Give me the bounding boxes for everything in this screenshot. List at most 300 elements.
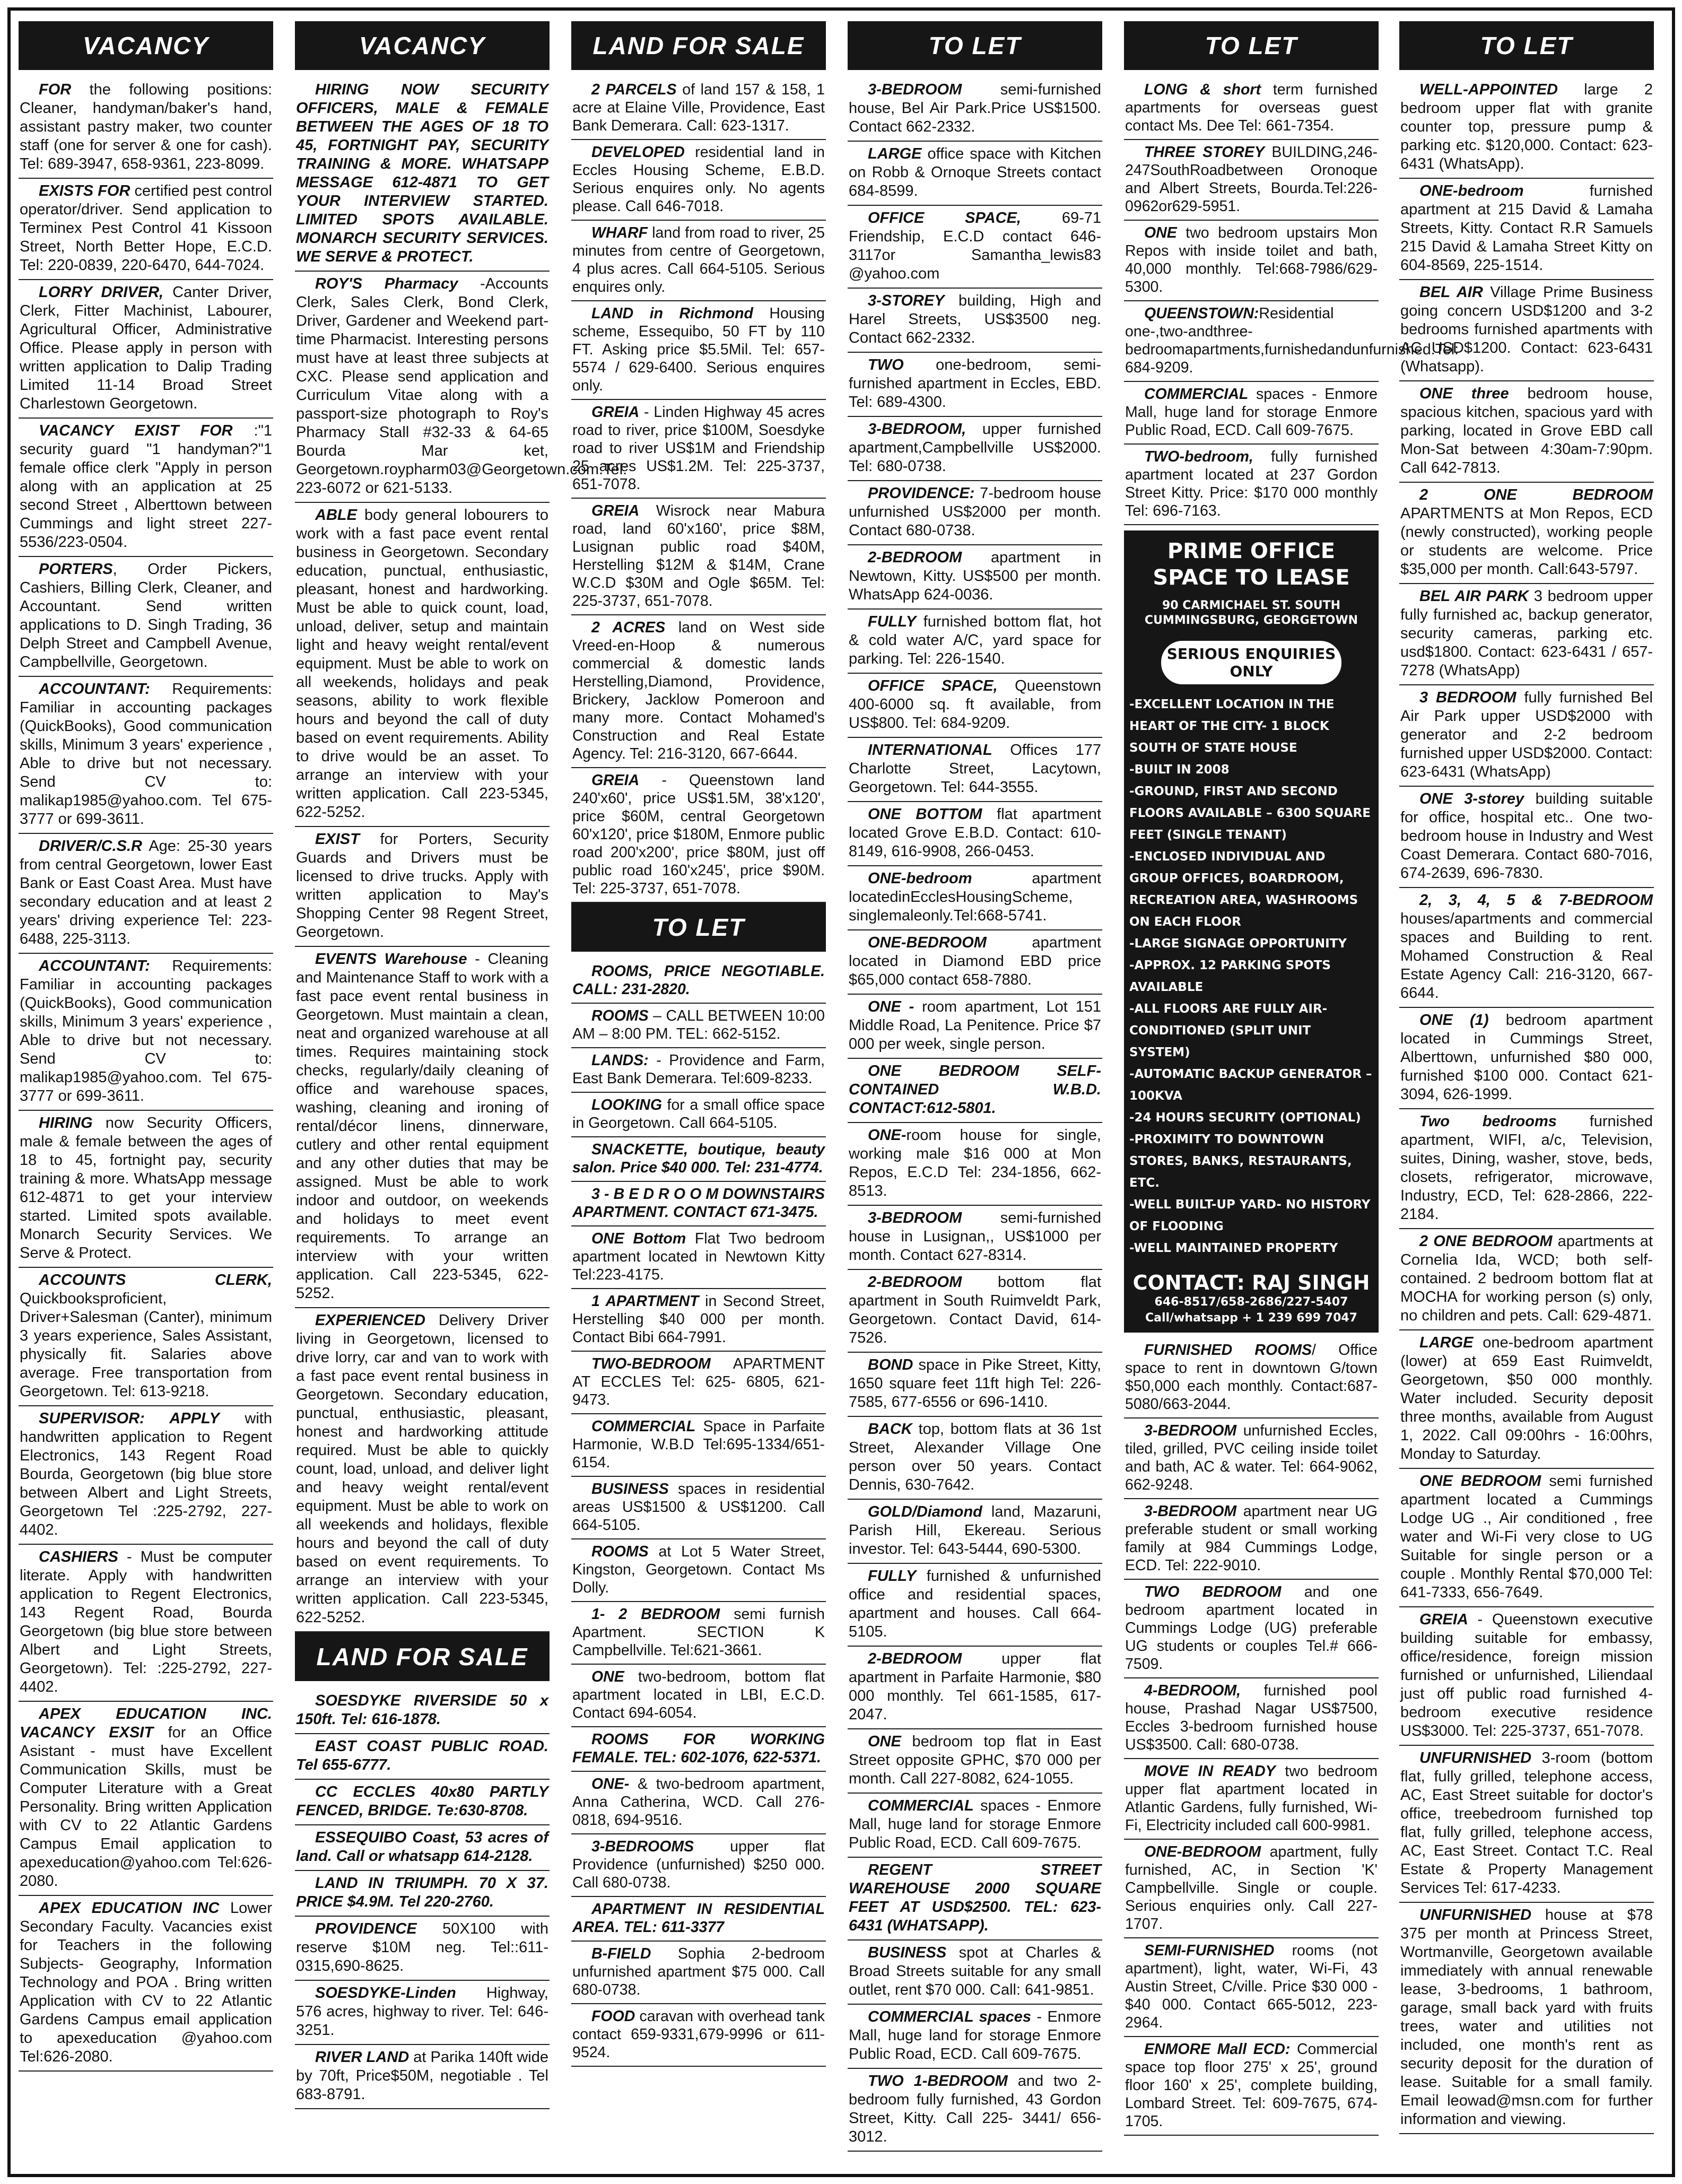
ad-lead-text: TWO-bedroom, xyxy=(1144,448,1253,465)
ad-lead-text: 3 BEDROOM xyxy=(1419,689,1517,706)
ad-lead-text: WHARF xyxy=(591,224,648,241)
ad-lead-text: PROVIDENCE: xyxy=(868,485,975,502)
ad-lead-text: 2 ACRES xyxy=(591,619,666,636)
ad-body-text: Requirements: Familiar in accounting packages (QuickBooks), Good communication skills, Minimum 3 years' experience , Able to drive but not necessary. Send CV to: malikap1985@yahoo.com. Tel 675-3777 or 699-3611. xyxy=(20,958,272,1104)
classified-ad xyxy=(19,179,273,280)
ad-body-text: Residential one-,two-andthree-bedroomapartments,furnishedandunfurnished.Tel: 684-9209. xyxy=(1125,305,1459,376)
ad-body-text: one-bedroom apartment (lower) at 659 East Ruimveldt, Georgetown, $50 000 monthly. Water included. Security deposit three months, available from August 1, 2022. Call 09:00hrs - 16:00hrs, Monday to Saturday. xyxy=(1400,1334,1653,1463)
classified-ad xyxy=(571,1048,826,1093)
ad-lead-text: ONE BEDROOM SELF-CONTAINED W.B.D. CONTACT:612-5801. xyxy=(849,1063,1101,1117)
ad-lead-text: 2, 3, 4, 5 & 7-BEDROOM xyxy=(1419,892,1653,909)
ad-lead-text: WELL-APPOINTED xyxy=(1419,81,1558,98)
ad-lead-text: LANDS: xyxy=(591,1052,649,1069)
ad-lead-text: 3 - B E D R O O M DOWNSTAIRS APARTMENT. CONTACT 671-3475. xyxy=(572,1186,825,1221)
ad-lead-text: OFFICE SPACE, xyxy=(868,677,998,694)
classified-ad xyxy=(571,1602,826,1665)
classified-ad xyxy=(571,768,826,903)
ad-body-text: houses/apartments and commercial spaces and Building to rent. Mohamed Construction & Real Estate Agency Call: 216-3120, 667-6644. xyxy=(1400,910,1653,1002)
classified-ad xyxy=(571,1414,826,1477)
ad-lead-text: LONG & short xyxy=(1144,81,1261,98)
ad-lead-text: EVENTS Warehouse xyxy=(315,951,467,968)
ad-body-text: land on West side Vreed-en-Hoop & numerous commercial & domestic lands Herstelling,Diamond, Providence, Brickery, Jacklow Pomeroon and many more. Contact Mohamed's Construction and Real Estate Agency. Tel: 216-3120, 667-6644. xyxy=(572,619,825,762)
classified-ad xyxy=(295,1780,550,1825)
ad-body-text: and two 2-bedroom fully furnished, 43 Gordon Street, Kitty. Call 225- 3441/ 656-3012. xyxy=(849,2073,1101,2145)
ad-lead-text: ROOMS xyxy=(591,1543,649,1560)
ad-body-text: land, Mazaruni, Parish Hill, Ekereau. Serious investor. Tel: 643-5444, 690-5300. xyxy=(849,1503,1101,1557)
ad-body-text: and one bedroom apartment located in Cummings Lodge (UG) preferable UG students or couples Tel.# 666-7509. xyxy=(1125,1583,1378,1673)
ad-lead-text: SOESDYKE-Linden xyxy=(315,1985,456,2002)
classified-ad xyxy=(571,1665,826,1727)
ad-lead-text: COMMERCIAL xyxy=(868,1797,974,1814)
classified-ad xyxy=(571,1093,826,1137)
classified-ad xyxy=(848,77,1102,142)
classified-ad xyxy=(571,959,826,1004)
ad-lead-text: ONE BEDROOM xyxy=(1419,1473,1541,1490)
column-4 xyxy=(848,21,1102,2152)
classified-ad xyxy=(1399,584,1654,685)
ad-body-text: Flat Two bedroom apartment located in Newtown Kitty Tel:223-4175. xyxy=(572,1230,825,1283)
ad-lead-text: APEX EDUCATION INC xyxy=(39,1900,220,1917)
ad-lead-text: ROOMS, PRICE NEGOTIABLE. CALL: 231-2820. xyxy=(572,963,825,998)
ad-lead-text: LAND IN TRIUMPH. 70 X 37. PRICE $4.9M. Tel 220-2760. xyxy=(296,1875,548,1910)
classified-ad xyxy=(571,2004,826,2067)
ad-lead-text: ONE Bottom xyxy=(591,1230,686,1247)
ad-body-text: 50X100 with reserve $10M neg. Tel::611-0315,690-8625. xyxy=(296,1920,548,1974)
ad-lead-text: REGENT STREET WAREHOUSE 2000 SQUARE FEET AT USD$2500. TEL: 623-6431 (WHATSAPP). xyxy=(849,1861,1101,1934)
classified-ad xyxy=(571,1477,826,1539)
ad-lead-text: EXIST xyxy=(315,831,360,848)
ad-body-text: furnished pool house, Prashad Nagar US$7500, Eccles 3-bedroom furnished house US$3500. Call: 680-0738. xyxy=(1125,1682,1378,1753)
classified-ad xyxy=(1124,1678,1379,1759)
classifieds-page xyxy=(7,7,1675,2177)
classified-ad xyxy=(848,866,1102,930)
promo-feature: -ALL FLOORS ARE FULLY AIR-CONDITIONED (SPLIT UNIT SYSTEM) xyxy=(1129,1002,1328,1059)
classified-ad xyxy=(848,1729,1102,1794)
classified-ad xyxy=(848,545,1102,610)
ad-lead-text: ONE BOTTOM xyxy=(868,806,982,823)
ad-lead-text: 3-BEDROOM, xyxy=(868,421,966,438)
classified-ad xyxy=(571,1727,826,1772)
ad-body-text: Age: 25-30 years from central Georgetown, lower East Bank or East Coast Area. Must have secondary education and at least 2 years' driving experience Tel: 223-6488, 225-3113. xyxy=(20,838,272,947)
ad-body-text: - Queenstown executive building suitable for embassy, office/residence, foreign mission furnished or unfurnished, Liliendaal just off public road furnished 4-bedroom executive residence US$3000. Tel: 225-3737, 651-7078. xyxy=(1400,1611,1653,1739)
classified-ad xyxy=(571,1942,826,2004)
ad-body-text: / Office space to rent in downtown G/town $50,000 each monthly. Contact:687-5080/663-2044. xyxy=(1125,1342,1378,1413)
ad-body-text: furnished bottom flat, hot & cold water A/C, yard space for parking. Tel: 226-1540. xyxy=(849,613,1101,667)
ad-lead-text: MOVE IN READY xyxy=(1144,1763,1276,1780)
ad-body-text: Offices 177 Charlotte Street, Lacytown, Georgetown. Tel: 644-3555. xyxy=(849,742,1101,796)
ad-lead-text: UNFURNISHED xyxy=(1419,1750,1532,1767)
ad-body-text: - Queenstown land 240'x60', price US$1.5M, 38'x120', price $60M, central Georgetown 60'x120', price $180M, Enmore public road 200'x200', price $80M, just off public road 160'x245', price $90M. Tel: 225-3737, 651-7078. xyxy=(572,772,825,897)
office-lease-advert xyxy=(1124,530,1379,1333)
ad-lead-text: ACCOUNTANT: xyxy=(39,958,150,974)
classified-ad xyxy=(1124,382,1379,445)
ad-body-text: room house for single, working male $16 000 at Mon Repos, E.C.D Tel: 234-1856, 662-8513. xyxy=(849,1127,1101,1199)
ad-lead-text: 2 ONE BEDROOM xyxy=(1419,1233,1553,1250)
classified-ad xyxy=(1124,301,1459,382)
ad-lead-text: BEL AIR xyxy=(1419,284,1483,301)
ad-lead-text: APARTMENT IN RESIDENTIAL AREA. TEL: 611-3377 xyxy=(572,1901,825,1936)
classified-ad xyxy=(571,1772,826,1834)
ad-body-text: at Parika 140ft wide by 70ft, Price$50M, negotiable . Tel 683-8791. xyxy=(296,2049,548,2103)
ad-lead-text: BUSINESS xyxy=(591,1481,669,1498)
classified-ad xyxy=(295,1734,550,1780)
ad-body-text: - Enmore Mall, huge land for storage Enmore Public Road, ECD. Call 609-7675. xyxy=(849,2008,1101,2063)
ad-body-text: fully furnished apartment located at 237 Gordon Street Kitty. Price: $170 000 monthly Tel: 696-7163. xyxy=(1125,448,1378,519)
ad-body-text: spaces - Enmore Mall, huge land for storage Enmore Public Road, ECD. Call 609-7675. xyxy=(849,1797,1101,1851)
ad-body-text: upper furnished apartment,Campbellville US$2000. Tel: 680-0738. xyxy=(849,421,1101,475)
section-header: TO LET xyxy=(1399,21,1654,70)
ad-body-text: - Must be computer literate. Apply with handwritten application to Regent Electronics, 143 Regent Road, Bourda Georgetown (big blue store between Albert and Light Streets, Georgetown). Tel: :225-2792, 227-4402. xyxy=(20,1548,272,1695)
ad-body-text: the following positions: Cleaner, handyman/baker's hand, assistant pastry maker, two counter staff (one for server & one for cash). Tel: 689-3947, 658-9361, 223-8099. xyxy=(20,81,272,172)
section-header: TO LET xyxy=(848,21,1102,70)
ad-lead-text: 1 APARTMENT xyxy=(591,1293,699,1310)
classified-ad xyxy=(1399,888,1654,1008)
column-6 xyxy=(1399,21,1654,2134)
ad-body-text: for an Office Asistant - must have Excellent Communication Skills, must be Computer Literature with a Great Personality. Bring written Application with CV to 22 Atlantic Gardens Campus Email application to apexeducation@yahoo.com Tel:626-2080. xyxy=(20,1724,272,1890)
ad-body-text: 3-room (bottom flat, fully grilled, telephone access, AC, East Street suitable for doctor's office, treebedroom furnished top flat, fully grilled, telephone access, AC, East Street. Contact T.C. Real Estate & Property Management Services Tel: 617-4233. xyxy=(1400,1750,1653,1896)
ad-lead-text: CC ECCLES 40x80 PARTLY FENCED, BRIDGE. Te:630-8708. xyxy=(296,1783,548,1819)
ad-lead-text: RIVER LAND xyxy=(315,2049,409,2066)
promo-feature: -BUILT IN 2008 xyxy=(1129,763,1230,777)
ad-body-text: rooms (not apartment), light, water, Wi-Fi, 43 Austin Street, C/ville. Price $30 000 - $40 000. Contact 665-5012, 223-2964. xyxy=(1125,1942,1378,2031)
classified-ad xyxy=(848,1059,1102,1123)
ad-body-text: for a small office space in Georgetown. Call 664-5105. xyxy=(572,1097,825,1132)
ad-body-text: building, High and Harel Streets, US$3500 neg. Contact 662-2332. xyxy=(849,292,1101,346)
ad-body-text: fully furnished Bel Air Park upper USD$2000 with generator and 2-2 bedroom furnished upper USD$2000. Contact: 623-6431 (WhatsApp) xyxy=(1400,689,1653,780)
classified-ad xyxy=(848,1794,1102,1858)
ad-lead-text: GREIA xyxy=(1419,1611,1468,1628)
classified-ad xyxy=(848,481,1102,545)
classified-ad xyxy=(571,615,826,768)
ad-body-text: semi furnished apartment located a Cummings Lodge UG ., Air conditioned , free water and Wi-Fi very close to UG Suitable for single person or a couple . Monthly Rental $70,000 Tel: 641-7333, 656-7649. xyxy=(1400,1473,1653,1601)
ad-lead-text: TWO BEDROOM xyxy=(1144,1583,1282,1600)
ad-lead-text: 3-BEDROOM xyxy=(868,81,962,98)
promo-feature: -PROXIMITY TO DOWNTOWN STORES, BANKS, RESTAURANTS, ETC. xyxy=(1129,1133,1352,1190)
ad-lead-text: COMMERCIAL spaces xyxy=(868,2008,1031,2025)
ad-lead-text: EXPERIENCED xyxy=(315,1312,425,1329)
ad-lead-text: ONE- xyxy=(868,1127,907,1144)
ad-body-text: Housing scheme, Essequibo, 50 FT by 110 FT. Asking price $5.5Mil. Tel: 657-5574 / 629-6400. Serious enquires only. xyxy=(572,305,825,394)
ad-body-text: body general lobourers to work with a fast pace event rental business in Georgetown. Secondary education, punctual, enthusiastic, pleasant, honest and hardworking. Must be able to quick count, load, unload, deliver, setup and maintain light and heavy weight rental/event equipment. Must be able to work on all weekends, holidays and peak seasons, ability to work flexible hours and beyond the call of duty based on event requirements. Ability to drive would be an asset. To arrange an interview with your written application. Call 223-5345, 622-5252. xyxy=(296,507,548,821)
promo-phones: 646-8517/658-2686/227-5407 xyxy=(1154,1295,1348,1309)
ad-body-text: building suitable for office, hospital etc.. One two-bedroom house in Industry and West Coast Demerara. Contact 680-7016, 674-2639, 696-7830. xyxy=(1400,790,1653,882)
ad-body-text: unfurnished Eccles, tiled, grilled, PVC ceiling inside toilet and bath, AC & water. Tel: 664-9062, 662-9248. xyxy=(1125,1422,1378,1493)
ad-lead-text: SEMI-FURNISHED xyxy=(1144,1942,1275,1959)
classified-ad xyxy=(848,1353,1102,1417)
ad-lead-text: LORRY DRIVER, xyxy=(39,284,164,301)
ad-body-text: spot at Charles & Broad Streets suitable for any small outlet, rent $70 000. Call: 641-9851. xyxy=(849,1944,1101,1998)
classified-ad xyxy=(1399,1469,1654,1607)
ad-lead-text: 1- 2 BEDROOM xyxy=(591,1606,720,1623)
ad-lead-text: LAND in Richmond xyxy=(591,305,753,322)
ad-lead-text: SOESDYKE RIVERSIDE 50 x 150ft. Tel: 616-1878. xyxy=(296,1692,548,1728)
promo-feature: -EXCELLENT LOCATION IN THE HEART OF THE CITY- 1 BLOCK SOUTH OF STATE HOUSE xyxy=(1129,698,1335,755)
classified-ad xyxy=(295,827,550,947)
ad-lead-text: ONE three xyxy=(1419,385,1509,402)
ad-body-text: in Second Street, Herstelling $40 000 per month. Contact Bibi 664-7991. xyxy=(572,1293,825,1346)
ad-body-text: 69-71 Friendship, E.C.D contact 646-3117or Samantha_lewis83 @yahoo.com xyxy=(849,210,1101,282)
classified-ad xyxy=(1399,1008,1654,1109)
classified-ad xyxy=(19,77,273,179)
classified-ad xyxy=(848,417,1102,481)
promo-feature: -LARGE SIGNAGE OPPORTUNITY xyxy=(1129,937,1347,951)
classified-ad xyxy=(848,1417,1102,1500)
classified-ad xyxy=(571,1539,826,1602)
classified-ad xyxy=(571,77,826,140)
ad-body-text: upper flat Providence (unfurnished) $250 000. Call 680-0738. xyxy=(572,1838,825,1891)
ad-body-text: Commercial space top floor 275' x 25', ground floor 160' x 25', complete building, Lombard Street. Tel: 609-7675, 674-1705. xyxy=(1125,2041,1378,2130)
classified-ad xyxy=(1124,2037,1379,2136)
ad-lead-text: LOOKING xyxy=(591,1097,662,1113)
classified-ad xyxy=(295,1871,550,1917)
classified-ad xyxy=(571,1226,826,1289)
promo-feature: -GROUND, FIRST AND SECOND FLOORS AVAILABLE – 6300 SQUARE FEET (SINGLE TENANT) xyxy=(1129,785,1371,842)
ad-body-text: certified pest control operator/driver. Send application to Terminex Pest Control 41 Kissoon Street, North Better Hope, E.C.D. Tel: 220-0839, 220-6470, 644-7024. xyxy=(20,182,272,274)
classified-ad xyxy=(848,995,1102,1059)
classified-ad xyxy=(1124,140,1379,221)
ad-lead-text: OFFICE SPACE, xyxy=(868,210,1021,227)
ad-body-text: two bedroom upstairs Mon Repos with inside toilet and bath, 40,000 monthly. Tel:668-7986/629-5300. xyxy=(1125,224,1378,295)
classified-ad xyxy=(19,1268,273,1406)
ad-body-text: flat apartment located Grove E.B.D. Contact: 610-8149, 616-9908, 266-0453. xyxy=(849,806,1101,860)
classified-ad xyxy=(1124,1419,1379,1499)
classified-ad xyxy=(19,419,273,557)
classified-ad xyxy=(1399,1330,1654,1469)
classified-ad xyxy=(571,1137,826,1182)
ad-body-text: 3 bedroom upper fully furnished ac, backup generator, security cameras, parking etc. usd$1800. Contact: 623-6431 / 657-7278 (WhatsApp) xyxy=(1400,588,1653,679)
classified-ad xyxy=(295,1981,550,2045)
classified-ad xyxy=(571,1004,826,1048)
ad-body-text: BUILDING,246-247SouthRoadbetween Oronoque and Albert Streets, Bourda.Tel:226-0962or629-5951. xyxy=(1125,144,1378,215)
classified-ad xyxy=(19,557,273,677)
ad-lead-text: TWO xyxy=(868,356,904,373)
classified-ad xyxy=(1399,179,1654,280)
ad-lead-text: Two bedrooms xyxy=(1419,1113,1557,1130)
classified-ad xyxy=(1124,1580,1379,1678)
ad-body-text: Delivery Driver living in Georgetown, licensed to drive lorry, car and van to work with a fast pace event rental business in Georgetown. Secondary education, punctual, enthusiastic, pleasant, honest and hardworking attitude required. Must be able to quickly count, load, unload, and deliver light and heavy weight rental/event equipment. Must be able to work on all weekends and holidays, flexible hours and beyond the call of duty based on event requirements. To arrange an interview with your written application. Call 223-5345, 622-5252. xyxy=(296,1312,548,1626)
ad-body-text: , Order Pickers, Cashiers, Billing Clerk, Cleaner, and Accountant. Send written applications to D. Singh Trading, 36 Delph Street and Campbell Avenue, Campbellville, Georgetown. xyxy=(20,561,272,671)
classified-ad xyxy=(295,1917,550,1981)
ad-body-text: with handwritten application to Regent Electronics, 143 Regent Road Bourda, Georgetown (big blue store between Albert and Light Streets, Georgetown Tel :225-2792, 227-4402. xyxy=(20,1410,272,1538)
promo-feature: -24 HOURS SECURITY (OPTIONAL) xyxy=(1129,1111,1361,1125)
ad-body-text: Requirements: Familiar in accounting packages (QuickBooks), Good communication skills, Minimum 3 years' experience , Able to drive but not necessary. Send CV to: malikap1985@yahoo.com. Tel 675-3777 or 699-3611. xyxy=(20,681,272,828)
classified-ad xyxy=(848,353,1102,417)
ad-lead-text: VACANCY EXIST FOR xyxy=(39,422,233,439)
ad-lead-text: LARGE xyxy=(1419,1334,1474,1351)
classified-ad xyxy=(19,1702,273,1896)
ad-lead-text: BEL AIR PARK xyxy=(1419,588,1529,605)
ad-body-text: upper flat apartment in Parfaite Harmonie, $80 000 monthly. Tel 661-1585, 617-2047. xyxy=(849,1650,1101,1723)
classified-ad xyxy=(1124,1759,1379,1840)
classified-ad xyxy=(848,610,1102,674)
section-header: VACANCY xyxy=(19,21,273,70)
ad-body-text: residential land in Eccles Housing Scheme, E.B.D. Serious enquires only. No agents please. Call 646-7018. xyxy=(572,144,825,215)
classified-ad xyxy=(571,1897,826,1942)
classified-ad xyxy=(848,1858,1102,1941)
ad-body-text: large 2 bedroom upper flat with granite counter top, pressure pump & parking etc. $120,000. Contact: 623-6431 (WhatsApp). xyxy=(1400,81,1653,172)
section-header: LAND FOR SALE xyxy=(571,21,826,70)
ad-lead-text: QUEENSTOWN: xyxy=(1144,305,1259,322)
ad-lead-text: GOLD/Diamond xyxy=(868,1503,982,1520)
ad-lead-text: LARGE xyxy=(868,145,922,162)
ad-lead-text: ENMORE Mall ECD: xyxy=(1144,2041,1291,2058)
ad-lead-text: ROOMS xyxy=(591,1007,649,1024)
ad-body-text: Highway, 576 acres, highway to river. Tel: 646-3251. xyxy=(296,1985,548,2039)
ad-body-text: - Linden Highway 45 acres road to river, price $100M, Soesdyke road to river US$1M and Friendship 25 acres US$1.2M. Tel: 225-3737, 651-7078. xyxy=(572,404,825,493)
classified-ad xyxy=(571,1289,826,1352)
ad-lead-text: ESSEQUIBO Coast, 53 acres of land. Call or whatsapp 614-2128. xyxy=(296,1829,548,1865)
classified-ad xyxy=(571,499,826,615)
ad-lead-text: EXISTS FOR xyxy=(39,182,130,199)
ad-body-text: Sophia 2-bedroom unfurnished apartment $75 000. Call 680-0738. xyxy=(572,1945,825,1998)
ad-lead-text: ONE-bedroom xyxy=(868,870,972,887)
classified-ad xyxy=(848,674,1102,738)
ad-body-text: APARTMENT AT ECCLES Tel: 625- 6805, 621-9473. xyxy=(572,1355,825,1408)
ad-lead-text: ONE-BEDROOM xyxy=(1144,1843,1261,1860)
promo-feature: -WELL MAINTAINED PROPERTY xyxy=(1129,1241,1338,1255)
ad-lead-text: GREIA xyxy=(591,772,640,789)
classified-ad xyxy=(848,206,1102,289)
classified-ad xyxy=(571,140,826,221)
ad-lead-text: 2 PARCELS xyxy=(591,81,677,98)
promo-title: PRIME OFFICE SPACE TO LEASE xyxy=(1153,539,1350,590)
classified-ad xyxy=(1124,1499,1379,1580)
classified-ad xyxy=(571,221,826,301)
ad-body-text: Quickbooksproficient, Driver+Salesman (Canter), minimum 3 years experience, Sales Assistant, physically fit. Salaries above average. Free transportation from Georgetown. Tel: 613-9218. xyxy=(20,1290,272,1400)
ad-lead-text: BACK xyxy=(868,1421,912,1438)
ad-body-text: :"1 security guard "1 handyman?"1 female office clerk "Apply in person along with an application at 25 second Street , Alberttown between Cummings and light street 227-5536/223-0504. xyxy=(20,422,272,551)
classified-ad xyxy=(848,1270,1102,1353)
classified-ad xyxy=(1399,280,1654,381)
ad-lead-text: ONE xyxy=(868,1733,901,1750)
ad-body-text: apartment located in Diamond EBD price $65,000 contact 658-7880. xyxy=(849,934,1101,988)
ad-lead-text: FULLY xyxy=(868,613,917,630)
ad-lead-text: 3-BEDROOM xyxy=(868,1210,962,1226)
promo-feature: -APPROX. 12 PARKING SPOTS AVAILABLE xyxy=(1129,959,1331,994)
ad-lead-text: FOOD xyxy=(591,2008,635,2025)
ad-lead-text: HIRING xyxy=(39,1115,93,1132)
classified-ad xyxy=(19,1406,273,1545)
classified-ad xyxy=(848,1206,1102,1270)
ad-lead-text: DRIVER/C.S.R xyxy=(39,838,142,855)
classified-ad xyxy=(295,2045,550,2109)
section-header: TO LET xyxy=(1124,21,1379,70)
promo-feature: -WELL BUILT-UP YARD- NO HISTORY OF FLOODING xyxy=(1129,1198,1371,1233)
classified-ad xyxy=(848,2069,1102,2152)
section-header: VACANCY xyxy=(295,21,550,70)
classified-ad xyxy=(848,1123,1102,1206)
ad-body-text: of land 157 & 158, 1 acre at Elaine Ville, Providence, East Bank Demerara. Call: 623-1317. xyxy=(572,81,825,134)
classified-ad xyxy=(295,77,550,272)
ad-body-text: bedroom apartment located in Cummings Street, Alberttown, unfurnished $80 000, furnished $100 000. Contact 621-3094, 626-1999. xyxy=(1400,1012,1653,1103)
ad-body-text: semi furnish Apartment. SECTION K Campbellville. Tel:621-3661. xyxy=(572,1606,825,1659)
ad-body-text: apartments at Cornelia Ida, WCD; both self-contained. 2 bedroom bottom flat at MOCHA for working person (s) only, no children and pets. Call: 629-4871. xyxy=(1400,1233,1653,1324)
classified-ad xyxy=(19,834,273,954)
ad-lead-text: ACCOUNTANT: xyxy=(39,681,150,698)
ad-body-text: & two-bedroom apartment, Anna Catherina, WCD. Call 276-0818, 694-9516. xyxy=(572,1776,825,1829)
ad-lead-text: ONE xyxy=(1144,224,1177,241)
ad-body-text: apartment locatedinEcclesHousingScheme, singlemaleonly.Tel:668-5741. xyxy=(849,870,1101,924)
ad-lead-text: 3-BEDROOM xyxy=(1144,1503,1237,1520)
classified-ad xyxy=(295,1825,550,1871)
ad-lead-text: SUPERVISOR: APPLY xyxy=(39,1410,220,1427)
classified-ad xyxy=(571,1834,826,1897)
classified-ad xyxy=(295,503,550,827)
classified-ad xyxy=(1399,483,1654,584)
ad-lead-text: 3-STOREY xyxy=(868,292,945,309)
ad-body-text: office space with Kitchen on Robb & Ornoque Streets contact 684-8599. xyxy=(849,145,1101,199)
promo-whatsapp: Call/whatsapp + 1 239 699 7047 xyxy=(1145,1311,1357,1325)
classified-ad xyxy=(1399,1903,1654,2134)
ad-lead-text: 2-BEDROOM xyxy=(868,1274,962,1291)
ad-lead-text: TWO 1-BEDROOM xyxy=(868,2073,1008,2090)
ad-body-text: spaces - Enmore Mall, huge land for storage Enmore Public Road, ECD. Call 609-7675. xyxy=(1125,386,1378,439)
ad-lead-text: ONE - xyxy=(868,998,914,1015)
classified-ad xyxy=(848,738,1102,802)
ad-lead-text: DEVELOPED xyxy=(591,144,685,161)
ad-lead-text: ONE-bedroom xyxy=(1419,182,1524,199)
ad-lead-text: PORTERS xyxy=(39,561,113,578)
classified-ad xyxy=(848,142,1102,206)
ad-body-text: house at $78 375 per month at Princess Street, Wortmanville, Georgetown available immediately with annual renewable lease, 3-bedrooms, 1 bathroom, garage, small back yard with fruits trees, water and utilities not included, one month's rent as security deposit for the duration of lease. Suitable for a small family. Email leowad@msn.com for further information and viewing. xyxy=(1400,1907,1653,2128)
ad-body-text: space in Pike Street, Kitty, 1650 square feet 11ft high Tel: 226-7585, 677-6556 or 696-1410. xyxy=(849,1356,1101,1411)
ad-lead-text: 2-BEDROOM xyxy=(868,549,962,566)
ad-lead-text: COMMERCIAL xyxy=(1144,386,1249,403)
ad-lead-text: ONE 3-storey xyxy=(1419,790,1524,807)
ad-lead-text: ABLE xyxy=(315,507,357,524)
ad-lead-text: 4-BEDROOM, xyxy=(1144,1682,1241,1699)
ad-body-text: one-bedroom, semi-furnished apartment in Eccles, EBD. Tel: 689-4300. xyxy=(849,356,1101,411)
classified-ad xyxy=(19,954,273,1111)
ad-body-text: apartment in Newtown, Kitty. US$500 per month. WhatsApp 624-0036. xyxy=(849,549,1101,603)
classified-ad xyxy=(571,400,826,499)
ad-body-text: – CALL BETWEEN 10:00 AM – 8:00 PM. TEL: 662-5152. xyxy=(572,1007,825,1042)
classified-ad xyxy=(1399,1109,1654,1229)
ad-body-text: Village Prime Business going concern USD$1200 and 3-2 bedrooms furnished apartments with AC USD$1200. Contact: 623-6431 (Whatsapp). xyxy=(1400,284,1653,375)
ad-body-text: apartment, fully furnished, AC, in Section 'K' Campbellville. Single or couple. Serious enquiries only. Call 227-1707. xyxy=(1125,1843,1378,1933)
classified-ad xyxy=(1399,77,1654,179)
ad-lead-text: COMMERCIAL xyxy=(591,1418,696,1435)
ad-lead-text: CASHIERS xyxy=(39,1548,118,1565)
classified-ad xyxy=(295,1689,550,1734)
ad-body-text: at Lot 5 Water Street, Kingston, Georgetown. Contact Ms Dolly. xyxy=(572,1543,825,1596)
classified-ad xyxy=(1124,77,1379,140)
classified-ad xyxy=(1399,1229,1654,1330)
classified-ad xyxy=(848,2005,1102,2069)
ad-body-text: semi-furnished house in Lusignan,, US$1000 per month. Contact 627-8314. xyxy=(849,1210,1101,1264)
ad-lead-text: BOND xyxy=(868,1356,913,1373)
classified-ad xyxy=(19,280,273,419)
ad-lead-text: THREE STOREY xyxy=(1144,144,1265,161)
ad-lead-text: EAST COAST PUBLIC ROAD. Tel 655-6777. xyxy=(296,1738,548,1773)
classified-ad xyxy=(19,677,273,834)
ad-body-text: two bedroom upper flat apartment located in Atlantic Gardens, fully furnished, Wi-Fi, Electricity included call 600-9981. xyxy=(1125,1763,1378,1834)
ad-lead-text: TWO-BEDROOM xyxy=(591,1355,711,1372)
ad-lead-text: 2 ONE BEDROOM xyxy=(1419,486,1653,503)
ad-lead-text: 3-BEDROOM xyxy=(1144,1422,1237,1439)
classified-ad xyxy=(848,802,1102,866)
ad-lead-text: B-FIELD xyxy=(591,1945,651,1962)
classified-ad xyxy=(571,301,826,400)
classified-ad xyxy=(848,289,1102,353)
classified-ad xyxy=(848,1647,1102,1729)
classified-ad xyxy=(19,1896,273,2072)
ad-body-text: top, bottom flats at 36 1st Street, Alexander Village One person over 50 years. Contact Dennis, 630-7642. xyxy=(849,1421,1101,1493)
classified-ad xyxy=(19,1545,273,1702)
classified-ad xyxy=(1399,685,1654,787)
classified-ad xyxy=(1124,1338,1379,1419)
classified-ad xyxy=(1399,1746,1654,1903)
